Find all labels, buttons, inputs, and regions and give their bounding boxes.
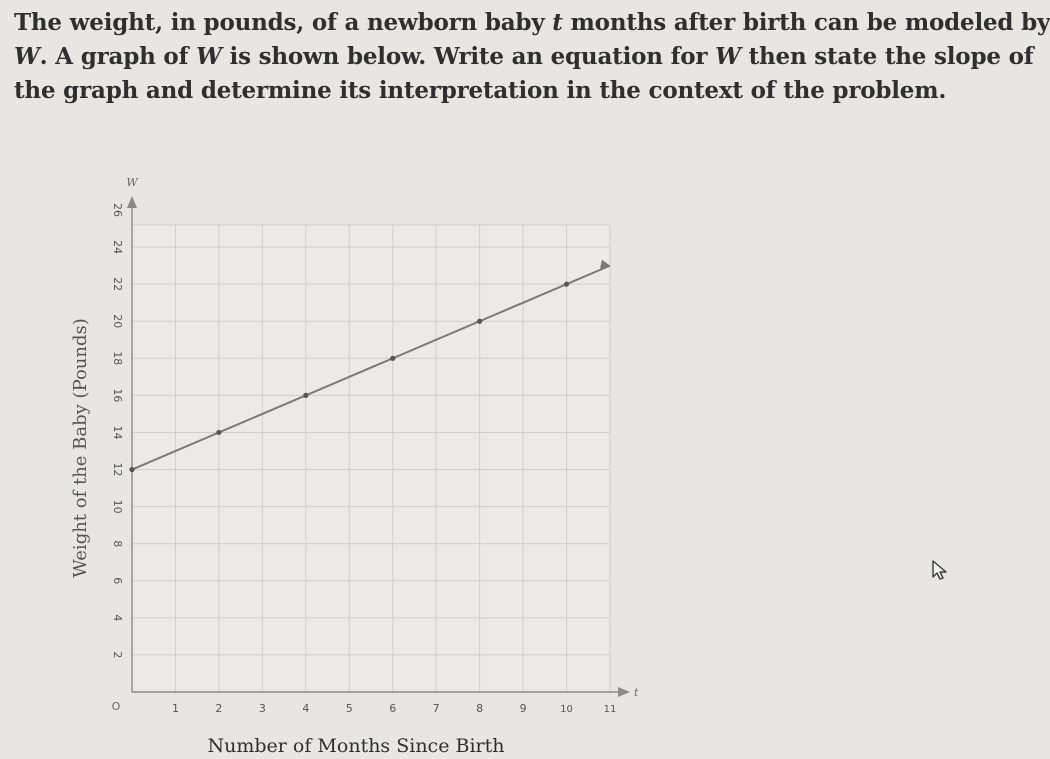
y-tick-label: 10 bbox=[111, 499, 124, 514]
x-tick-label: 7 bbox=[432, 702, 440, 715]
x-tick-label: 8 bbox=[476, 702, 484, 715]
x-tick-label: 2 bbox=[215, 702, 223, 715]
plot-area bbox=[132, 225, 610, 692]
data-point bbox=[564, 282, 569, 287]
y-tick-label: 16 bbox=[111, 388, 124, 403]
x-tick-label: 11 bbox=[603, 704, 617, 715]
data-point bbox=[303, 393, 308, 398]
question-fragment: . A graph of bbox=[39, 43, 197, 70]
x-axis-arrow bbox=[618, 687, 630, 697]
y-tick-label: 12 bbox=[111, 462, 124, 477]
x-tick-label: 1 bbox=[171, 702, 179, 715]
x-axis-variable: t bbox=[634, 686, 639, 699]
y-tick-label: 24 bbox=[111, 240, 124, 255]
y-axis-variable: W bbox=[126, 176, 138, 189]
x-tick-label: 3 bbox=[258, 702, 266, 715]
question-fragment: then state the slope of bbox=[740, 43, 1034, 70]
data-point bbox=[216, 430, 221, 435]
y-tick-label: 6 bbox=[111, 577, 124, 585]
x-tick-label: 10 bbox=[560, 704, 573, 715]
question-variable: W bbox=[196, 43, 222, 70]
y-tick-label: 26 bbox=[111, 203, 124, 217]
cursor-icon bbox=[930, 558, 950, 582]
question-fragment: the graph and determine its interpretation in the context of the problem. bbox=[14, 77, 947, 104]
data-point bbox=[129, 467, 134, 472]
y-tick-label: 20 bbox=[111, 314, 124, 329]
y-tick-label: 2 bbox=[111, 651, 124, 659]
y-axis-title: Weight of the Baby (Pounds) bbox=[70, 318, 91, 578]
x-tick-label: 5 bbox=[345, 702, 353, 715]
y-tick-label: 22 bbox=[111, 277, 124, 292]
question-fragment: The weight, in pounds, of a newborn baby bbox=[14, 9, 553, 36]
question-fragment: months after birth can be modeled by bbox=[562, 9, 1050, 36]
y-axis-arrow bbox=[127, 196, 137, 208]
question-variable: W bbox=[715, 43, 741, 70]
chart-grid bbox=[132, 225, 610, 692]
data-point bbox=[477, 319, 482, 324]
x-tick-label: 9 bbox=[519, 702, 527, 715]
y-tick-label: 4 bbox=[111, 614, 124, 622]
y-tick-label: 8 bbox=[111, 540, 124, 548]
x-tick-label: 6 bbox=[389, 702, 397, 715]
x-axis-title: Number of Months Since Birth bbox=[207, 735, 505, 757]
y-tick-label: 18 bbox=[111, 351, 124, 366]
question-variable: W bbox=[14, 43, 40, 70]
origin-label: O bbox=[111, 700, 121, 713]
x-tick-label: 4 bbox=[302, 702, 310, 715]
y-tick-label: 14 bbox=[111, 425, 124, 440]
data-point bbox=[390, 356, 395, 361]
question-variable: t bbox=[552, 9, 563, 36]
question-fragment: is shown below. Write an equation for bbox=[221, 43, 716, 70]
